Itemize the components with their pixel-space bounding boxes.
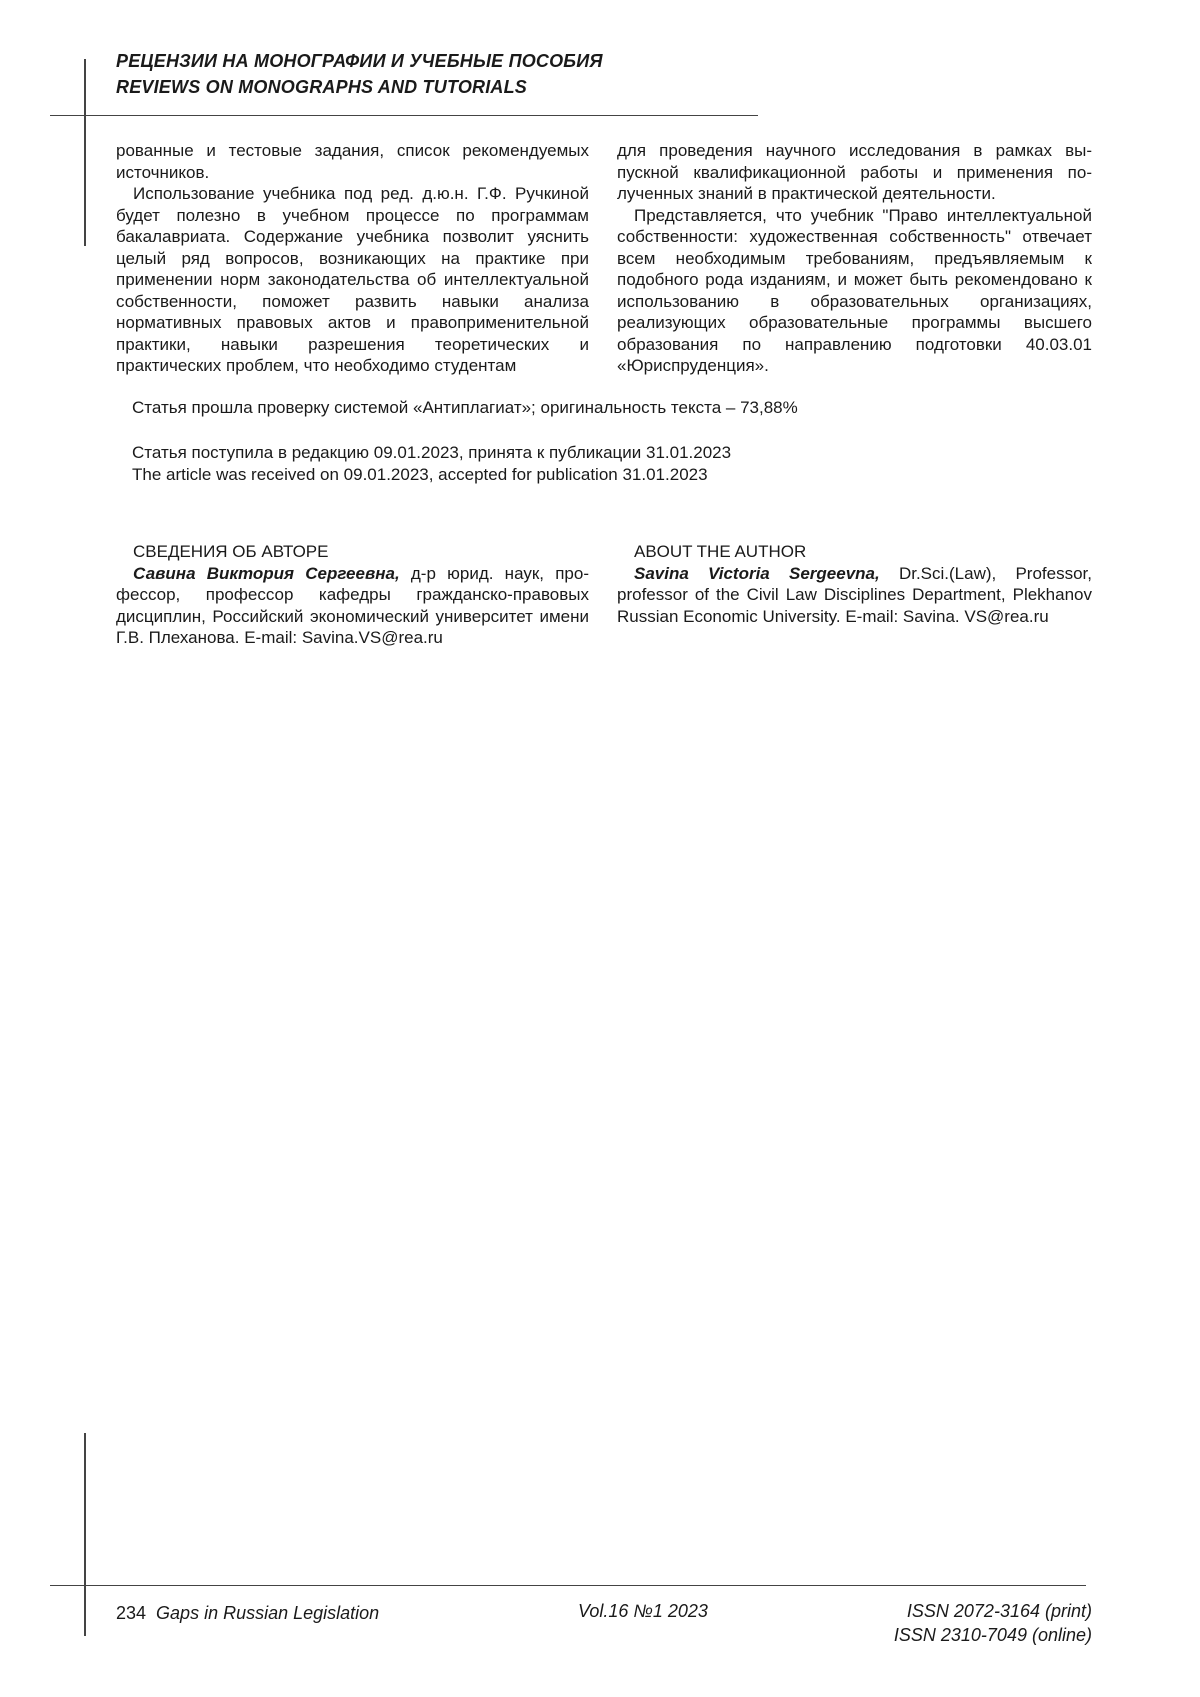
paragraph: рованные и тестовые задания, список рекомендуемых источников. [116,140,589,183]
received-note-en: The article was received on 09.01.2023, accepted for publication 31.01.2023 [132,464,708,486]
issn-print: ISSN 2072-3164 (print) [894,1599,1092,1623]
footer-horizontal-rule [50,1585,1086,1586]
running-head [116,48,603,100]
author-heading-en: ABOUT THE AUTHOR [617,541,1092,563]
section-title-ru: РЕЦЕНЗИИ НА МОНОГРАФИИ И УЧЕБНЫЕ ПОСОБИЯ [116,48,603,74]
author-name-ru: Савина Виктория Сергеевна, [133,564,400,583]
page-number: 234 [116,1603,146,1623]
author-details-ru: д-р юрид. наук, про­фессор, профессор кафедры гражданско-правовых дисциплин, Российский экономический университет имени Г.В. Плеханова. E-mail: Savina.VS@rea.ru [116,564,589,648]
author-info-ru [116,541,589,649]
footer-vertical-rule [84,1433,86,1636]
header-vertical-rule [84,59,86,246]
author-heading-ru: СВЕДЕНИЯ ОБ АВТОРЕ [116,541,589,563]
received-note-ru: Статья поступила в редакцию 09.01.2023, принята к публикации 31.01.2023 [132,442,731,464]
author-name-en: Savina Victoria Sergeevna, [634,564,880,583]
author-details-en: Dr.Sci.(Law), Professor, professor of the Civil Law Disciplines Department, Plekhanov Russian Economic University. E-mail: Savina. VS@rea.ru [617,564,1092,626]
footer-volume: Vol.16 №1 2023 [578,1599,708,1623]
paragraph: Использование учебника под ред. д.ю.н. Г.Ф. Ручки­ной будет полезно в учебном процессе по программам бакалавриата. Содержание учебника позволит уяснить целый ряд вопросов, возникающих на практике при применении норм законодательства об интеллекту­альной собственности, поможет развить навыки ана­лиза нормативных правовых актов и правопримени­тельной практики, навыки разрешения теоретических и практических проблем, что необходимо студентам [116,183,589,377]
body-column-left [116,140,589,377]
body-column-right [617,140,1092,377]
header-horizontal-rule [50,115,758,116]
footer-left [116,1601,379,1625]
antiplagiat-note: Статья прошла проверку системой «Антиплагиат»; оригинальность текста – 73,88% [132,397,798,419]
paragraph: для проведения научного исследования в рамках вы­пускной квалификационной работы и применения по­лученных знаний в практической деятельности. [617,140,1092,205]
issn-online: ISSN 2310-7049 (online) [894,1623,1092,1647]
section-title-en: REVIEWS ON MONOGRAPHS AND TUTORIALS [116,74,603,100]
paragraph: Представляется, что учебник "Право интеллектуаль­ной собственности: художественная собственность" отвечает всем необходимым требованиям, предъяв­ляемым к подобного рода изданиям, и может быть рекомендовано к использованию в образовательных организациях, реализующих образовательные про­граммы высшего образования по направлению подго­товки 40.03.01 «Юриспруденция». [617,205,1092,377]
journal-name: Gaps in Russian Legislation [156,1603,379,1623]
footer-issn [894,1599,1092,1647]
author-info-en [617,541,1092,627]
